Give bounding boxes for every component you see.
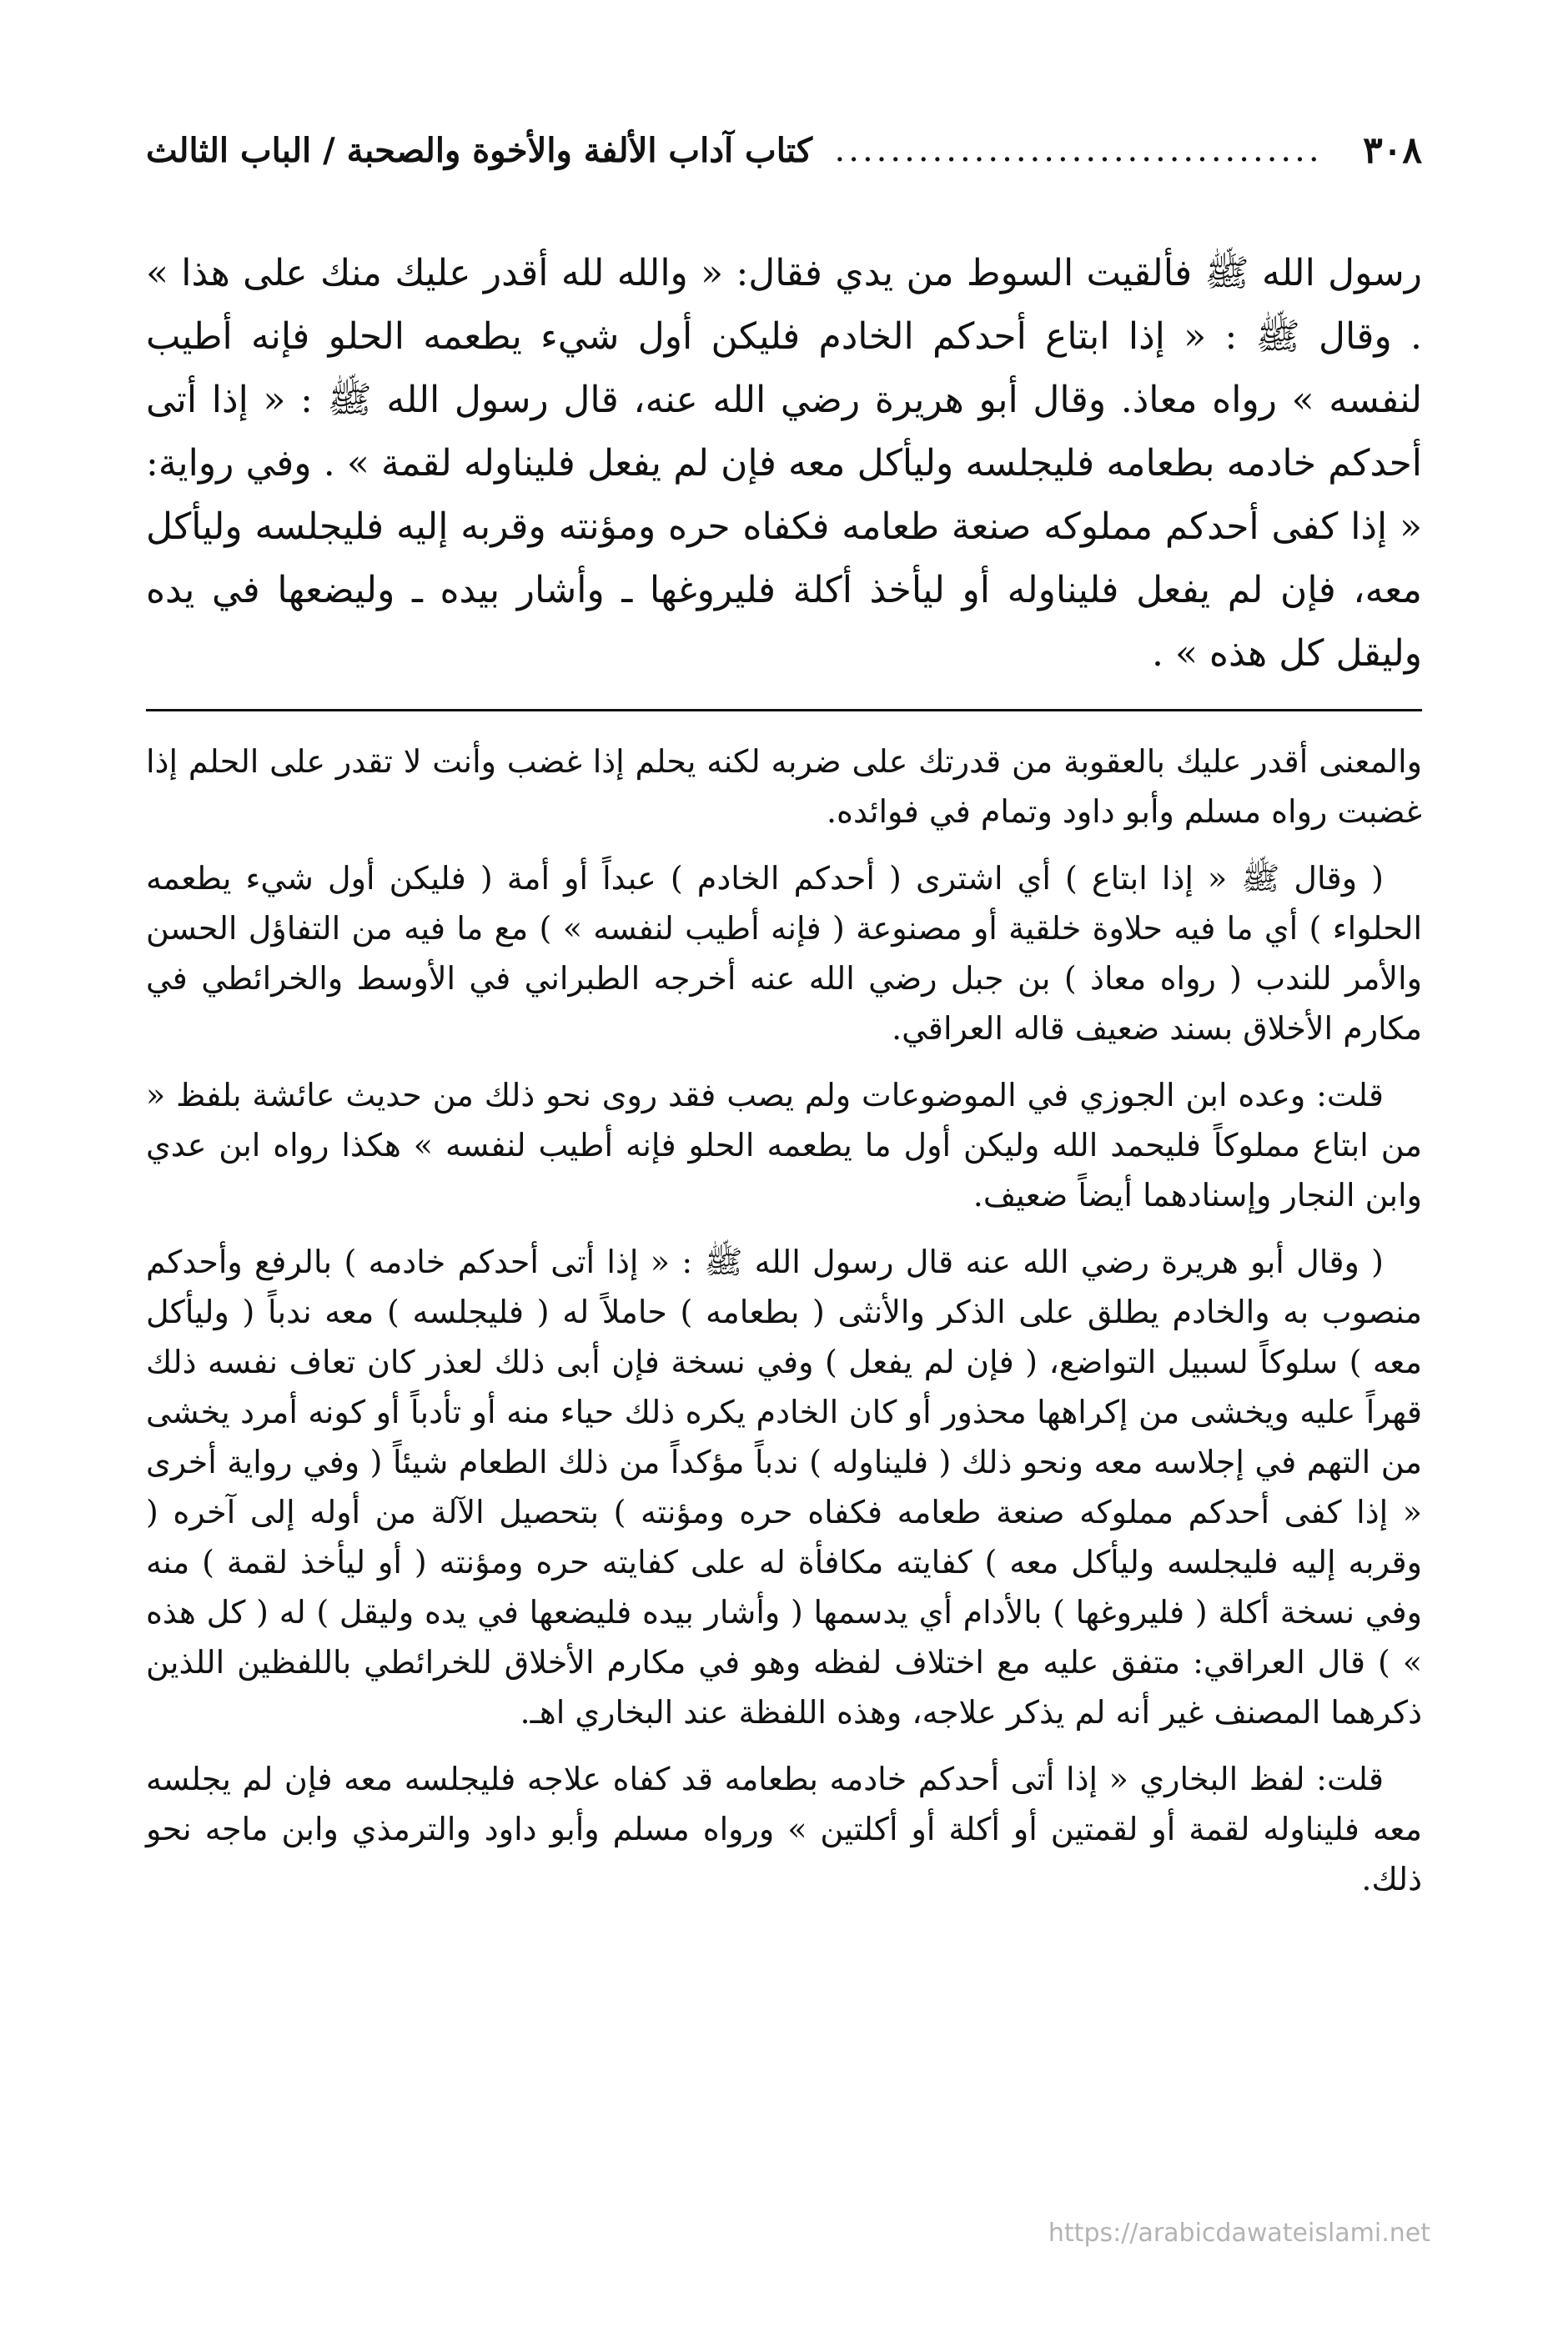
commentary-paragraph-3: قلت: وعده ابن الجوزي في الموضوعات ولم يصب فقد روى نحو ذلك من حديث عائشة بلفظ « من ابتاع مملوكاً فليحمد الله وليكن أول ما يطعمه الحلو فإنه أطيب لنفسه » هكذا رواه ابن عدي وابن النجار وإسنادهما أيضاً ضعيف. xyxy=(146,1077,1422,1214)
commentary-section xyxy=(146,736,1422,1904)
book-page xyxy=(146,117,1422,1921)
page-header xyxy=(146,117,1422,183)
footnote-divider xyxy=(146,709,1422,711)
header-leader-dots: ................................... xyxy=(834,131,1323,169)
commentary-paragraph-1: والمعنى أقدر عليك بالعقوبة من قدرتك على ضربه لكنه يحلم إذا غضب وأنت لا تقدر على الحلم إذا غضبت رواه مسلم وأبو داود وتمام في فوائده. xyxy=(146,743,1422,830)
commentary-paragraph-2: ( وقال ﷺ « إذا ابتاع ) أي اشترى ( أحدكم الخادم ) عبداً أو أمة ( فليكن أول شيء يطعمه الحلواء ) أي ما فيه حلاوة خلقية أو مصنوعة ( فإنه أطيب لنفسه » ) مع ما فيه من التفاؤل الحسن والأمر للندب ( رواه معاذ ) بن جبل رضي الله عنه أخرجه الطبراني في الأوسط والخرائطي في مكارم الأخلاق بسند ضعيف قاله العراقي. xyxy=(146,860,1422,1047)
main-paragraph: رسول الله ﷺ فألقيت السوط من يدي فقال: « والله لله أقدر عليك منك على هذا » . وقال ﷺ : « إذا ابتاع أحدكم الخادم فليكن أول شيء يطعمه الحلو فإنه أطيب لنفسه » رواه معاذ. وقال أبو هريرة رضي الله عنه، قال رسول الله ﷺ : « إذا أتى أحدكم خادمه بطعامه فليجلسه وليأكل معه فإن لم يفعل فليناوله لقمة » . وفي رواية: « إذا كفى أحدكم مملوكه صنعة طعامه فكفاه حره ومؤنته وقربه إليه فليجلسه وليأكل معه، فإن لم يفعل فليناوله أو ليأخذ أكلة فليروغها ـ وأشار بيده ـ وليضعها في يده وليقل كل هذه » . xyxy=(146,252,1422,675)
running-title: كتاب آداب الألفة والأخوة والصحبة / الباب الثالث xyxy=(146,130,813,170)
watermark-url: https://arabicdawateislami.net xyxy=(1048,2219,1430,2248)
main-text xyxy=(146,242,1422,686)
commentary-paragraph-5: قلت: لفظ البخاري « إذا أتى أحدكم خادمه بطعامه قد كفاه علاجه فليجلسه معه فإن لم يجلسه معه فليناوله لقمة أو لقمتين أو أكلة أو أكلتين » ورواه مسلم وأبو داود والترمذي وابن ماجه نحو ذلك. xyxy=(146,1761,1422,1897)
page-number: ٣٠٨ xyxy=(1363,128,1422,172)
commentary-paragraph-4: ( وقال أبو هريرة رضي الله عنه قال رسول الله ﷺ : « إذا أتى أحدكم خادمه ) بالرفع وأحدكم منصوب به والخادم يطلق على الذكر والأنثى ( بطعامه ) حاملاً له ( فليجلسه ) معه ندباً ( وليأكل معه ) سلوكاً لسبيل التواضع، ( فإن لم يفعل ) وفي نسخة فإن أبى ذلك لعذر كان تعاف نفسه ذلك قهراً عليه ويخشى من إكراهها محذور أو كان الخادم يكره ذلك حياء منه أو تأدباً أو كونه أمرد يخشى من التهم في إجلاسه معه ونحو ذلك ( فليناوله ) ندباً مؤكداً من ذلك الطعام شيئاً ( وفي رواية أخرى « إذا كفى أحدكم مملوكه صنعة طعامه فكفاه حره ومؤنته ) بتحصيل الآلة من أوله إلى آخره ( وقربه إليه فليجلسه وليأكل معه ) كفايته مكافأة له على كفايته حره ومؤنته ( أو ليأخذ لقمة ) منه وفي نسخة أكلة ( فليروغها ) بالأدام أي يدسمها ( وأشار بيده فليضعها في يده وليقل ) له ( كل هذه » ) قال العراقي: متفق عليه مع اختلاف لفظه وهو في مكارم الأخلاق للخرائطي باللفظين اللذين ذكرهما المصنف غير أنه لم يذكر علاجه، وهذه اللفظة عند البخاري اهـ. xyxy=(146,1244,1422,1731)
